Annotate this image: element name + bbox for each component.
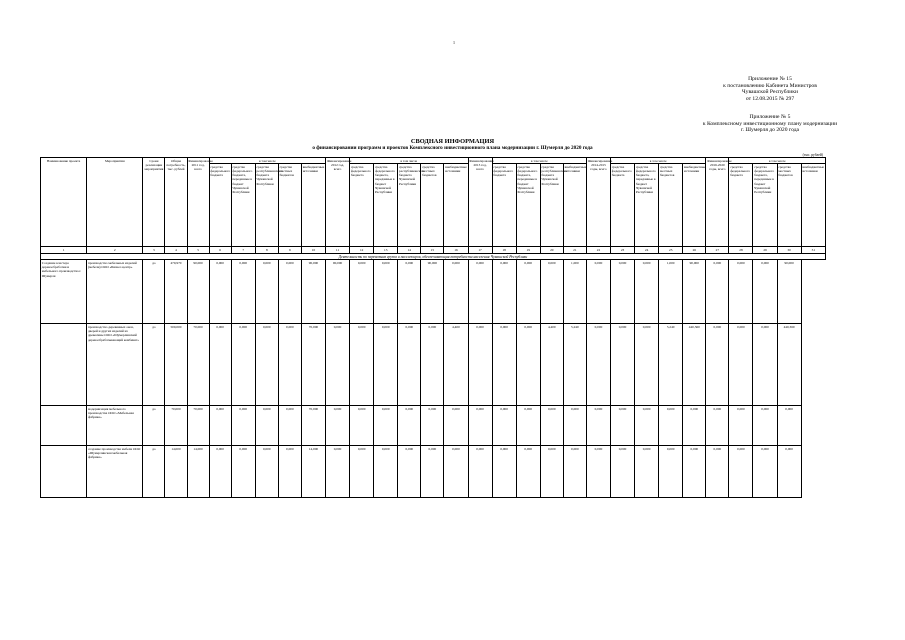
- value-cell: 0,000: [611, 406, 635, 446]
- value-cell: 0,000: [516, 260, 540, 324]
- title-main: СВОДНАЯ ИНФОРМАЦИЯ: [410, 138, 495, 145]
- value-cell: 5,240: [659, 324, 683, 406]
- value-cell: 0,000: [611, 260, 635, 324]
- table-row: [41, 324, 826, 406]
- header-extra: внебюджетные источники: [563, 164, 586, 247]
- value-cell: 0,000: [255, 324, 278, 406]
- value-cell: 0,000: [659, 446, 683, 498]
- value-cell: 0,000: [492, 446, 516, 498]
- header-incl-2013: в том числе: [492, 158, 586, 164]
- period-cell: до: [143, 260, 165, 324]
- column-number: 29: [753, 247, 777, 254]
- value-cell: 70,000: [165, 406, 187, 446]
- value-cell: 0,000: [398, 446, 421, 498]
- table-row: [41, 446, 826, 498]
- value-cell: 0,000: [326, 324, 350, 406]
- value-cell: 0,000: [231, 446, 255, 498]
- value-cell: 0,000: [729, 260, 753, 324]
- value-cell: 70,000: [301, 324, 325, 406]
- value-cell: 0,000: [753, 260, 777, 324]
- header-extra: внебюджетные источники: [301, 164, 325, 247]
- value-cell: 0,000: [374, 446, 398, 498]
- measure-cell: создание производства мебели ООО «Шумерлинская мебельная фабрика»: [87, 446, 143, 498]
- value-cell: 0,000: [398, 324, 421, 406]
- value-cell: 500,000: [165, 324, 187, 406]
- column-number: 31: [801, 247, 825, 254]
- value-cell: 90,000: [777, 260, 801, 324]
- header-fin2012: Финансирование 2012 год, всего: [326, 158, 350, 247]
- value-cell: 0,000: [444, 446, 468, 498]
- column-number: 15: [421, 247, 444, 254]
- value-cell: 0,000: [777, 446, 801, 498]
- value-cell: 0,000: [398, 406, 421, 446]
- column-number: 27: [706, 247, 729, 254]
- column-number: 9: [278, 247, 301, 254]
- header-fed: средства федерального бюджета: [209, 164, 231, 247]
- value-cell: 0,000: [444, 260, 468, 324]
- value-cell: 0,000: [374, 406, 398, 446]
- document-title: [120, 138, 785, 151]
- value-cell: 0,000: [753, 324, 777, 406]
- value-cell: 0,000: [326, 446, 350, 498]
- header-local: средства местных бюджетов: [278, 164, 301, 247]
- value-cell: 0,000: [635, 406, 659, 446]
- value-cell: 0,000: [350, 446, 374, 498]
- header-name: Наименование проекта: [41, 158, 87, 247]
- value-cell: 14,000: [187, 446, 209, 498]
- header-fin2016: Финансирование 2016-2020 годы, всего: [706, 158, 729, 247]
- period-cell: до: [143, 324, 165, 406]
- column-number-row: [41, 247, 826, 254]
- value-cell: 0,000: [350, 406, 374, 446]
- column-number: 30: [777, 247, 801, 254]
- header-fed: средства федерального бюджета: [611, 164, 635, 247]
- header-fed-repub: средства федерального бюджета, переданные в бюджет Чувашской Республики: [516, 164, 540, 247]
- value-cell: 90,000: [421, 260, 444, 324]
- value-cell: 0,000: [350, 260, 374, 324]
- table-row: [41, 260, 826, 324]
- header-repub: средства республиканского бюджета Чувашской Республики: [255, 164, 278, 247]
- value-cell: 440,360: [683, 324, 706, 406]
- value-cell: 1,000: [563, 260, 586, 324]
- value-cell: 0,000: [374, 324, 398, 406]
- value-cell: 90,000: [683, 260, 706, 324]
- value-cell: 0,000: [468, 446, 492, 498]
- value-cell: 470,970: [165, 260, 187, 324]
- column-number: 12: [350, 247, 374, 254]
- value-cell: 0,000: [398, 260, 421, 324]
- header-incl-2011: в том числе: [209, 158, 325, 164]
- appendix-2: [695, 114, 845, 134]
- value-cell: 0,000: [586, 260, 610, 324]
- value-cell: 0,000: [753, 406, 777, 446]
- header-extra: внебюджетные источники: [683, 164, 706, 247]
- value-cell: 0,000: [611, 446, 635, 498]
- units-label: (тыс. рублей): [802, 153, 823, 157]
- header-incl-2014: в том числе: [611, 158, 706, 164]
- header-incl-2016: в том числе: [729, 158, 826, 164]
- appendix-1-line2: к постановлению Кабинета Министров: [723, 82, 817, 89]
- value-cell: 0,000: [563, 446, 586, 498]
- value-cell: 0,000: [586, 324, 610, 406]
- value-cell: 0,000: [326, 406, 350, 446]
- column-number: 4: [165, 247, 187, 254]
- header-fin2011: Финансирование 2011 год, всего: [187, 158, 209, 247]
- header-fin2013: Финансирование 2013 год, всего: [468, 158, 492, 247]
- value-cell: 0,000: [540, 406, 563, 446]
- value-cell: 4,400: [444, 324, 468, 406]
- value-cell: 0,000: [421, 324, 444, 406]
- column-number: 11: [326, 247, 350, 254]
- value-cell: 0,000: [278, 260, 301, 324]
- value-cell: 0,000: [255, 260, 278, 324]
- value-cell: 0,000: [516, 324, 540, 406]
- value-cell: 0,000: [586, 406, 610, 446]
- value-cell: 90,000: [326, 260, 350, 324]
- value-cell: 70,000: [187, 406, 209, 446]
- header-fed-repub: средства федерального бюджета, переданные в бюджет Чувашской Республики: [231, 164, 255, 247]
- header-local: средства местных бюджетов: [777, 164, 801, 247]
- period-cell: до: [143, 406, 165, 446]
- project-cell: [41, 324, 87, 406]
- value-cell: 0,000: [209, 260, 231, 324]
- column-number: 25: [659, 247, 683, 254]
- project-cell: [41, 446, 87, 498]
- value-cell: 0,000: [421, 406, 444, 446]
- appendix-1-line4: от 12.08.2015 № 297: [745, 95, 795, 102]
- value-cell: 0,000: [468, 324, 492, 406]
- value-cell: 0,000: [492, 260, 516, 324]
- value-cell: 0,000: [706, 446, 729, 498]
- value-cell: 0,000: [209, 406, 231, 446]
- title-sub: о финансировании программ и проектов Комплексного инвестиционного плана модернизации г. Шумерля до 2020 года: [312, 145, 593, 151]
- header-fed: средства федерального бюджета: [350, 164, 374, 247]
- value-cell: 0,000: [706, 324, 729, 406]
- header-fed-repub: средства федерального бюджета, переданные в бюджет Чувашской Республики: [374, 164, 398, 247]
- column-number: 8: [255, 247, 278, 254]
- value-cell: 0,000: [231, 406, 255, 446]
- header-measure: Мероприятия: [87, 158, 143, 247]
- period-cell: до: [143, 446, 165, 498]
- measure-cell: производство деревянных окон, дверей и других изделий из древесины ООО «Шумерлинский деревообрабатывающий комбинат»: [87, 324, 143, 406]
- header-fed-repub: средства федерального бюджета, переданные в бюджет Чувашской Республики: [753, 164, 777, 247]
- column-number: 7: [231, 247, 255, 254]
- header-local: средства местных бюджетов: [421, 164, 444, 247]
- header-fin2014: Финансирование 2014-2015 годы, всего: [586, 158, 610, 247]
- project-cell: [41, 406, 87, 446]
- header-fed-repub: средства федерального бюджета, переданные в бюджет Чувашской Республики: [635, 164, 659, 247]
- value-cell: 0,000: [209, 446, 231, 498]
- value-cell: 0,000: [635, 324, 659, 406]
- value-cell: 0,000: [683, 446, 706, 498]
- value-cell: 0,000: [374, 260, 398, 324]
- header-period: Сроки реализации мероприятия: [143, 158, 165, 247]
- appendix-1-line3: Чувашской Республики: [742, 89, 798, 96]
- column-number: 21: [563, 247, 586, 254]
- value-cell: 0,000: [492, 324, 516, 406]
- value-cell: 0,000: [683, 406, 706, 446]
- value-cell: 0,000: [729, 446, 753, 498]
- appendix-2-line3: г. Шумерля до 2020 года: [740, 127, 800, 134]
- column-number: 18: [492, 247, 516, 254]
- column-number: 20: [540, 247, 563, 254]
- appendix-2-line1: Приложение № 5: [749, 114, 791, 120]
- measure-cell: модернизация мебельного производства ООО «Мебельная фабрика»: [87, 406, 143, 446]
- column-number: 10: [301, 247, 325, 254]
- financing-table: [40, 157, 826, 498]
- column-number: 28: [729, 247, 753, 254]
- value-cell: 440,360: [777, 324, 801, 406]
- project-cell: Создание кластера деревообработки и мебельного производства г. Шумерля: [41, 260, 87, 324]
- value-cell: 0,000: [753, 446, 777, 498]
- value-cell: 0,000: [659, 406, 683, 446]
- column-number: 13: [374, 247, 398, 254]
- value-cell: 14,000: [301, 446, 325, 498]
- value-cell: 0,000: [516, 446, 540, 498]
- appendix-1-line1: Приложение № 15: [748, 76, 792, 82]
- value-cell: 0,000: [209, 324, 231, 406]
- column-number: 24: [635, 247, 659, 254]
- value-cell: 0,000: [421, 446, 444, 498]
- value-cell: 70,000: [187, 324, 209, 406]
- appendix-2-line2: к Комплексному инвестиционному плану модернизации: [702, 120, 838, 127]
- section-title: Деятельность по перевозкам грузов и пассажиров, обеспечивающая потребности населения Чувашской Республики: [41, 254, 826, 260]
- value-cell: 0,000: [516, 406, 540, 446]
- table-row: [41, 406, 826, 446]
- value-cell: 0,000: [540, 260, 563, 324]
- value-cell: 0,000: [729, 406, 753, 446]
- column-number: 5: [187, 247, 209, 254]
- value-cell: 1,000: [659, 260, 683, 324]
- page-mark: 1: [453, 40, 455, 45]
- value-cell: 0,000: [586, 446, 610, 498]
- value-cell: 0,000: [540, 446, 563, 498]
- column-number: 16: [444, 247, 468, 254]
- column-number: 22: [586, 247, 610, 254]
- column-number: 14: [398, 247, 421, 254]
- header-extra: внебюджетные источники: [801, 164, 825, 247]
- value-cell: 0,000: [255, 446, 278, 498]
- value-cell: 5,240: [563, 324, 586, 406]
- column-number: 1: [41, 247, 87, 254]
- value-cell: 0,000: [231, 260, 255, 324]
- value-cell: 0,000: [563, 406, 586, 446]
- value-cell: 14,000: [165, 446, 187, 498]
- header-fed: средства федерального бюджета: [492, 164, 516, 247]
- value-cell: 0,000: [729, 324, 753, 406]
- value-cell: 0,000: [635, 260, 659, 324]
- value-cell: 0,000: [611, 324, 635, 406]
- value-cell: 0,000: [255, 406, 278, 446]
- value-cell: 0,000: [350, 324, 374, 406]
- value-cell: 70,000: [301, 406, 325, 446]
- column-number: 3: [143, 247, 165, 254]
- value-cell: 0,000: [468, 260, 492, 324]
- value-cell: 90,000: [301, 260, 325, 324]
- value-cell: 0,000: [278, 406, 301, 446]
- value-cell: 0,000: [231, 324, 255, 406]
- column-number: 26: [683, 247, 706, 254]
- header-local: средства местных бюджетов: [659, 164, 683, 247]
- column-number: 19: [516, 247, 540, 254]
- value-cell: 0,000: [468, 406, 492, 446]
- value-cell: 0,000: [635, 446, 659, 498]
- column-number: 2: [87, 247, 143, 254]
- value-cell: 90,000: [187, 260, 209, 324]
- header-repub: средства республиканского бюджета Чувашской Республики: [398, 164, 421, 247]
- value-cell: 0,000: [278, 324, 301, 406]
- value-cell: 0,000: [444, 406, 468, 446]
- appendix-1: [695, 76, 845, 102]
- header-incl-2012: в том числе: [350, 158, 468, 164]
- value-cell: 4,400: [540, 324, 563, 406]
- value-cell: 0,000: [706, 406, 729, 446]
- table-body: [41, 260, 826, 498]
- header-fed: средства федерального бюджета: [729, 164, 753, 247]
- value-cell: 0,000: [777, 406, 801, 446]
- value-cell: 0,000: [492, 406, 516, 446]
- measure-cell: производство мебельных изделий (мебели) ООО «Бизнес-центр»: [87, 260, 143, 324]
- column-number: 6: [209, 247, 231, 254]
- value-cell: 0,000: [706, 260, 729, 324]
- header-repub: средства республиканского бюджета Чувашской Республики: [540, 164, 563, 247]
- value-cell: 0,000: [278, 446, 301, 498]
- column-number: 17: [468, 247, 492, 254]
- column-number: 23: [611, 247, 635, 254]
- header-extra: внебюджетные источники: [444, 164, 468, 247]
- header-total: Общая потребность, тыс. рублей: [165, 158, 187, 247]
